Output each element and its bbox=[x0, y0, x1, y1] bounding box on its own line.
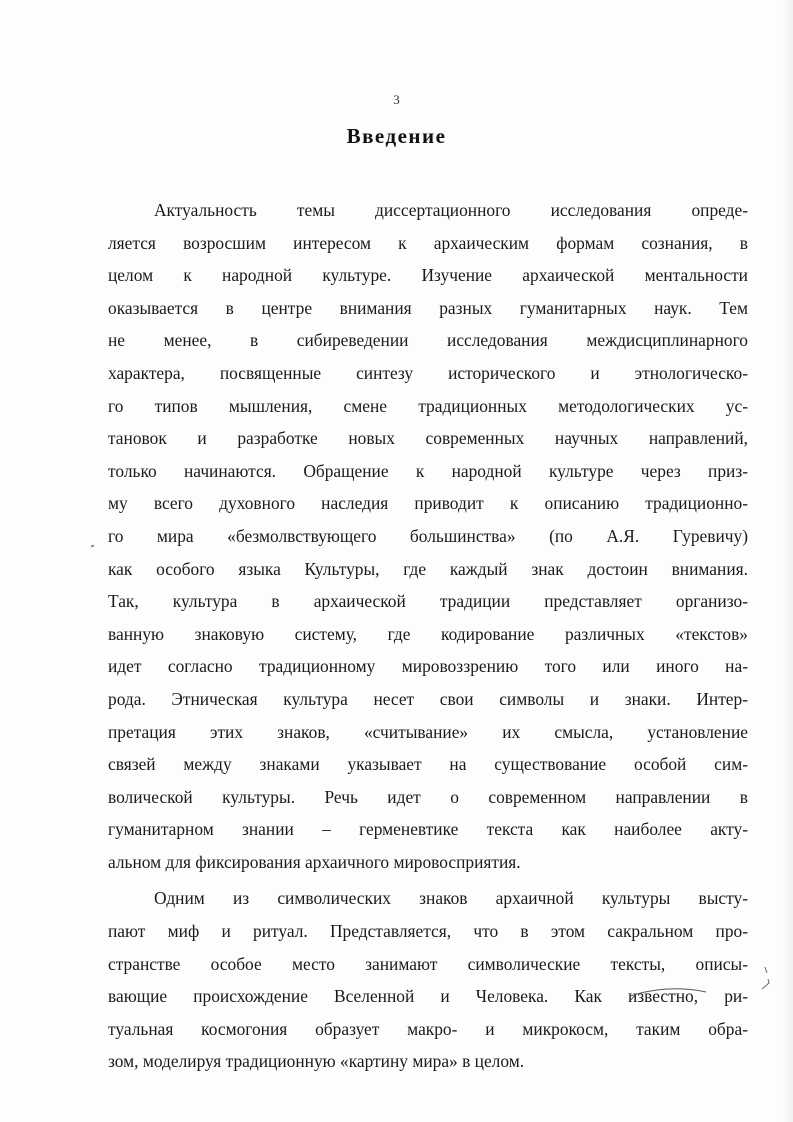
text-line: пают миф и ритуал. Представляется, что в этом сакральном про- bbox=[108, 921, 748, 942]
text-line: рода. Этническая культура несет свои символы и знаки. Интер- bbox=[108, 688, 748, 709]
text-line: Одним из символических знаков архаичной культуры высту- bbox=[154, 888, 748, 909]
text-line: вающие происхождение Вселенной и Человека. Как известно, ри- bbox=[108, 986, 748, 1007]
text-line: ванную знаковую систему, где кодирование различных «текстов» bbox=[108, 623, 748, 644]
text-line: туальная космогония образует макро- и микрокосм, таким обра- bbox=[108, 1018, 748, 1039]
margin-dot-mark bbox=[91, 545, 95, 548]
text-line: го мира «безмолвствующего большинства» (по А.Я. Гуревичу) bbox=[108, 525, 748, 546]
text-line: не менее, в сибиреведении исследования междисциплинарного bbox=[108, 330, 748, 351]
text-line: идет согласно традиционному мировоззрению того или иного на- bbox=[108, 656, 748, 677]
text-line: ляется возросшим интересом к архаическим формам сознания, в bbox=[108, 232, 748, 253]
body-text bbox=[108, 194, 748, 1078]
margin-pencil-mark bbox=[756, 965, 770, 991]
text-line: странстве особое место занимают символические тексты, описы- bbox=[108, 953, 748, 974]
text-line: характера, посвященные синтезу исторического и этнологическо- bbox=[108, 362, 748, 383]
text-line: Так, культура в архаической традиции представляет организо- bbox=[108, 591, 748, 612]
text-line: оказывается в центре внимания разных гуманитарных наук. Тем bbox=[108, 297, 748, 318]
text-line: связей между знаками указывает на существование особой сим- bbox=[108, 754, 748, 775]
text-line: волической культуры. Речь идет о современном направлении в bbox=[108, 786, 748, 807]
text-line: го типов мышления, смене традиционных методологических ус- bbox=[108, 395, 748, 416]
text-line: претация этих знаков, «считывание» их смысла, установление bbox=[108, 721, 748, 742]
pencil-strike-mark bbox=[628, 982, 708, 1000]
text-line: как особого языка Культуры, где каждый знак достоин внимания. bbox=[108, 558, 748, 579]
text-line: гуманитарном знании – герменевтике текста как наиболее акту- bbox=[108, 819, 748, 840]
text-line: му всего духовного наследия приводит к описанию традиционно- bbox=[108, 493, 748, 514]
page-edge-shadow bbox=[781, 0, 793, 1122]
page-title: Введение bbox=[346, 124, 447, 148]
text-line: тановок и разработке новых современных научных направлений, bbox=[108, 428, 748, 449]
text-line: Актуальность темы диссертационного исследования опреде- bbox=[154, 200, 748, 220]
text-line: зом, моделируя традиционную «картину мира» в целом. bbox=[108, 1051, 525, 1072]
text-line: только начинаются. Обращение к народной культуре через приз- bbox=[108, 460, 748, 481]
page-number: 3 bbox=[393, 92, 400, 107]
text-line: целом к народной культуре. Изучение архаической ментальности bbox=[108, 265, 748, 286]
text-line: альном для фиксирования архаичного мировосприятия. bbox=[108, 851, 521, 872]
